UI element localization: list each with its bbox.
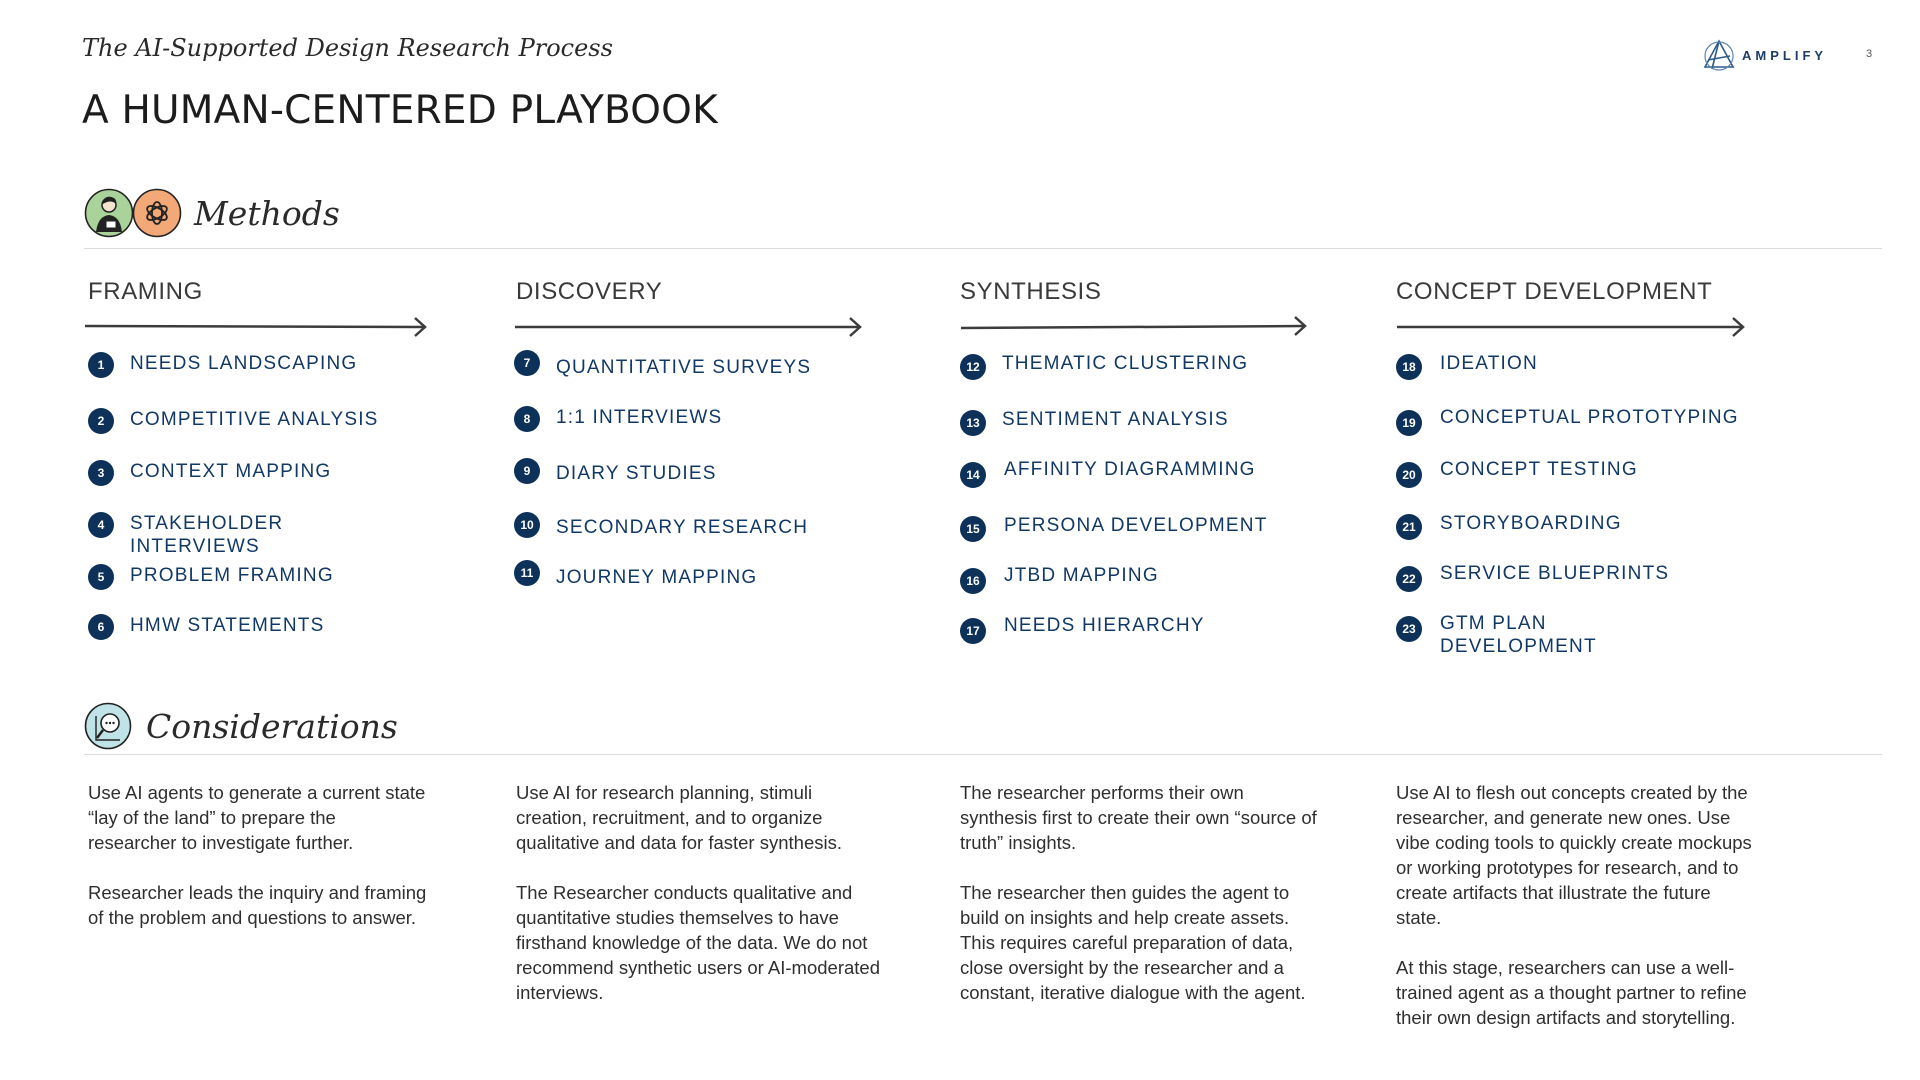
method-label: PERSONA DEVELOPMENT <box>1004 515 1268 536</box>
method-label: SENTIMENT ANALYSIS <box>1002 409 1229 430</box>
method-label: COMPETITIVE ANALYSIS <box>130 409 379 430</box>
list-item <box>514 560 836 589</box>
method-label: STORYBOARDING <box>1440 513 1622 534</box>
method-label: JTBD MAPPING <box>1004 565 1159 586</box>
method-label: STAKEHOLDER INTERVIEWS <box>130 513 284 557</box>
list-item <box>88 564 400 590</box>
step-badge: 12 <box>960 354 986 380</box>
list-item <box>88 614 400 640</box>
list-item <box>514 406 836 432</box>
method-label: QUANTITATIVE SURVEYS <box>556 357 812 378</box>
divider <box>84 248 1882 249</box>
step-badge: 18 <box>1396 354 1422 380</box>
step-badge: 20 <box>1396 462 1422 488</box>
step-badge: 19 <box>1396 410 1422 436</box>
method-label: AFFINITY DIAGRAMMING <box>1004 459 1256 480</box>
list-item <box>960 410 1302 436</box>
consideration-paragraph: Use AI for research planning, stimuli creation, recruitment, and to organize qualitative and data for faster synthesis. <box>516 782 842 853</box>
consideration-paragraph: At this stage, researchers can use a well-trained agent as a thought partner to refine their own design artifacts and storytelling. <box>1396 957 1747 1028</box>
openai-logo-icon <box>132 188 182 238</box>
method-label: CONCEPTUAL PROTOTYPING <box>1440 407 1739 428</box>
framing-method-list <box>88 352 408 652</box>
step-badge: 14 <box>960 462 986 488</box>
step-badge: 6 <box>88 614 114 640</box>
list-item <box>1396 514 1760 540</box>
step-badge: 16 <box>960 568 986 594</box>
phase-framing <box>88 278 429 343</box>
consideration-paragraph: Use AI agents to generate a current state “lay of the land” to prepare the researcher to investigate further. <box>88 782 426 853</box>
list-item <box>960 516 1304 542</box>
list-item <box>88 352 400 378</box>
considerations-synthesis <box>960 780 1320 1030</box>
methods-title: Methods <box>194 193 340 233</box>
deck-subtitle: The AI-Supported Design Research Process <box>82 34 613 62</box>
phase-label: FRAMING <box>88 278 203 305</box>
list-item <box>88 512 400 558</box>
person-avatar-icon <box>84 188 134 238</box>
step-badge: 22 <box>1396 566 1422 592</box>
list-item <box>514 350 836 379</box>
method-label: NEEDS HIERARCHY <box>1004 615 1205 636</box>
step-badge: 3 <box>88 460 114 486</box>
list-item <box>1396 563 1760 592</box>
step-badge: 9 <box>514 458 540 484</box>
arrow-right-icon <box>960 316 1310 338</box>
method-label: HMW STATEMENTS <box>130 615 325 636</box>
list-item <box>1396 459 1760 488</box>
brand-logo <box>1702 38 1827 72</box>
phase-label: CONCEPT DEVELOPMENT <box>1396 278 1713 305</box>
list-item <box>88 408 400 434</box>
consideration-paragraph: The researcher performs their own synthesis first to create their own “source of truth” insights. <box>960 782 1317 853</box>
concept-method-list <box>1396 354 1776 674</box>
method-label: JOURNEY MAPPING <box>556 567 758 588</box>
magnifier-chat-icon <box>84 702 132 750</box>
arrow-right-icon <box>84 316 429 338</box>
list-item <box>960 459 1304 488</box>
method-label: PROBLEM FRAMING <box>130 565 334 586</box>
considerations-framing <box>88 780 428 955</box>
step-badge: 11 <box>514 560 540 586</box>
arrow-right-icon <box>1396 316 1748 338</box>
method-label: GTM PLAN DEVELOPMENT <box>1440 613 1597 657</box>
page-title: A HUMAN-CENTERED PLAYBOOK <box>82 88 718 133</box>
considerations-concept <box>1396 780 1756 1055</box>
step-badge: 2 <box>88 408 114 434</box>
consideration-paragraph: Use AI to flesh out concepts created by the researcher, and generate new ones. Use vibe coding tools to quickly create mockups or working prototypes for research, and to create artifacts that illustrate the future state. <box>1396 782 1752 928</box>
list-item <box>1396 354 1760 380</box>
method-label: SECONDARY RESEARCH <box>556 517 809 538</box>
list-item <box>88 460 400 486</box>
amplify-logo-icon <box>1702 38 1736 72</box>
list-item <box>960 354 1302 380</box>
list-item <box>960 565 1304 594</box>
considerations-discovery <box>516 780 886 1030</box>
phase-label: DISCOVERY <box>516 278 663 305</box>
phase-label: SYNTHESIS <box>960 278 1102 305</box>
divider <box>84 754 1882 755</box>
considerations-heading <box>84 702 398 750</box>
list-item <box>1396 613 1615 658</box>
list-item <box>514 512 836 539</box>
list-item <box>514 458 836 485</box>
phase-concept-development <box>1396 278 1748 343</box>
step-badge: 8 <box>514 406 540 432</box>
methods-heading <box>84 188 340 238</box>
step-badge: 4 <box>88 512 114 538</box>
step-badge: 21 <box>1396 514 1422 540</box>
method-label: CONTEXT MAPPING <box>130 461 332 482</box>
considerations-title: Considerations <box>146 706 398 746</box>
phase-discovery <box>516 278 864 343</box>
step-badge: 7 <box>514 350 540 376</box>
method-label: THEMATIC CLUSTERING <box>1002 353 1249 374</box>
step-badge: 17 <box>960 618 986 644</box>
step-badge: 15 <box>960 516 986 542</box>
step-badge: 23 <box>1396 616 1422 642</box>
list-item <box>1396 407 1760 436</box>
consideration-paragraph: The researcher then guides the agent to build on insights and help create assets. This requires careful preparation of data, close oversight by the researcher and a constant, iterative dialogue with the agent. <box>960 882 1306 1003</box>
arrow-right-icon <box>514 316 864 338</box>
synthesis-method-list <box>960 354 1320 654</box>
method-label: DIARY STUDIES <box>556 463 717 484</box>
method-label: IDEATION <box>1440 353 1538 374</box>
method-label: 1:1 INTERVIEWS <box>556 407 723 428</box>
consideration-paragraph: The Researcher conducts qualitative and quantitative studies themselves to have firsthand knowledge of the data. We do not recommend synthetic users or AI-moderated interviews. <box>516 882 880 1003</box>
brand-name: AMPLIFY <box>1742 47 1828 63</box>
step-badge: 13 <box>960 410 986 436</box>
consideration-paragraph: Researcher leads the inquiry and framing of the problem and questions to answer. <box>88 882 427 928</box>
method-label: NEEDS LANDSCAPING <box>130 353 358 374</box>
list-item <box>960 615 1304 644</box>
discovery-method-list <box>514 350 854 600</box>
phase-synthesis <box>960 278 1310 343</box>
step-badge: 5 <box>88 564 114 590</box>
method-label: SERVICE BLUEPRINTS <box>1440 563 1670 584</box>
step-badge: 10 <box>514 512 540 538</box>
step-badge: 1 <box>88 352 114 378</box>
method-label: CONCEPT TESTING <box>1440 459 1638 480</box>
page-number: 3 <box>1866 48 1873 60</box>
